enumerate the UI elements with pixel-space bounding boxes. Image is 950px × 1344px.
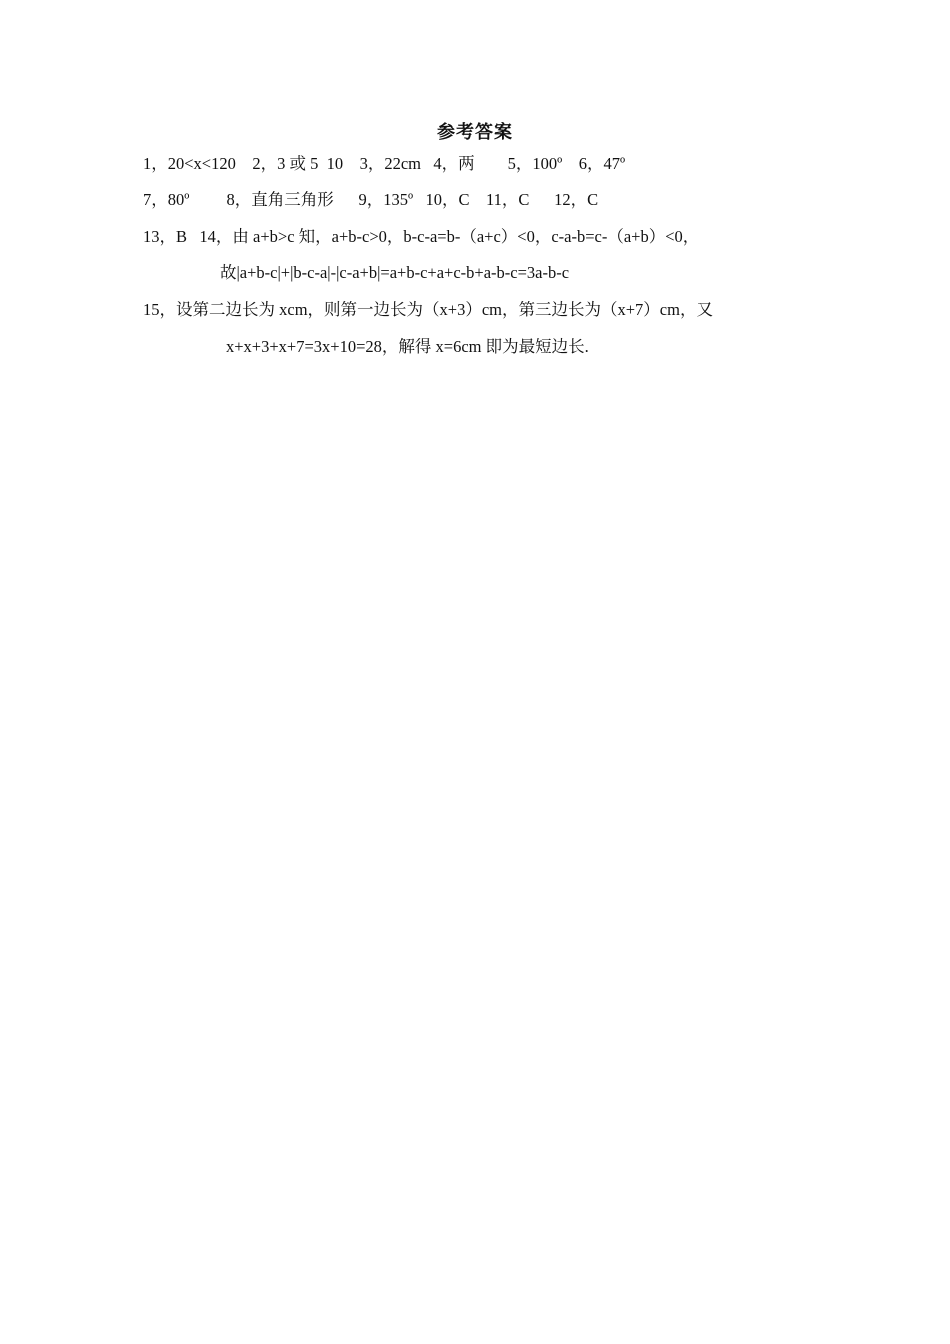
answer-line-4: 故|a+b-c|+|b-c-a|-|c-a+b|=a+b-c+a+c-b+a-b-c=3a-b-c	[220, 263, 570, 282]
answer-line-3: 13，B 14，由 a+b>c 知，a+b-c>0，b-c-a=b-（a+c）<0，c-a-b=c-（a+b）<0，	[143, 227, 700, 246]
page-title: 参考答案	[437, 122, 513, 142]
answer-line-1: 1，20<x<120 2，3 或 5 10 3，22cm 4，两 5，100º 6，47º	[143, 154, 626, 173]
answer-line-2: 7，80º 8，直角三角形 9，135º 10，C 11，C 12，C	[143, 190, 599, 209]
answer-line-6: x+x+3+x+7=3x+10=28，解得 x=6cm 即为最短边长.	[226, 337, 589, 356]
answer-line-5: 15，设第二边长为 xcm，则第一边长为（x+3）cm，第三边长为（x+7）cm，又	[143, 300, 713, 319]
